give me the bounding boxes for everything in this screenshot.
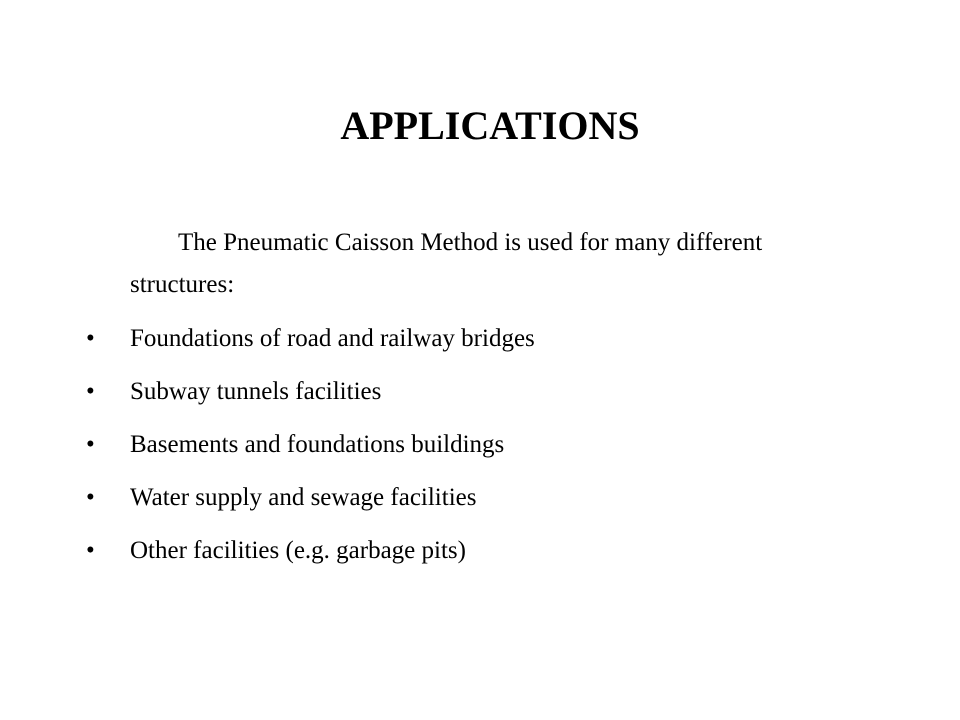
bullet-icon: • bbox=[86, 484, 95, 511]
intro-paragraph: The Pneumatic Caisson Method is used for many different structures: bbox=[130, 229, 763, 298]
slide-title: APPLICATIONS bbox=[340, 103, 640, 148]
bullet-icon: • bbox=[86, 537, 95, 564]
bullet-icon: • bbox=[86, 378, 95, 405]
bullet-icon: • bbox=[86, 325, 95, 352]
applications-list bbox=[0, 318, 960, 583]
list-item-text: Foundations of road and railway bridges bbox=[130, 325, 535, 352]
list-item bbox=[0, 424, 960, 477]
list-item bbox=[0, 371, 960, 424]
bullet-icon: • bbox=[86, 431, 95, 458]
list-item bbox=[0, 530, 960, 583]
list-item bbox=[0, 318, 960, 371]
list-item-text: Basements and foundations buildings bbox=[130, 431, 505, 458]
list-item-text: Water supply and sewage facilities bbox=[130, 484, 477, 511]
list-item-text: Subway tunnels facilities bbox=[130, 378, 382, 405]
list-item bbox=[0, 477, 960, 530]
list-item-text: Other facilities (e.g. garbage pits) bbox=[130, 537, 466, 564]
